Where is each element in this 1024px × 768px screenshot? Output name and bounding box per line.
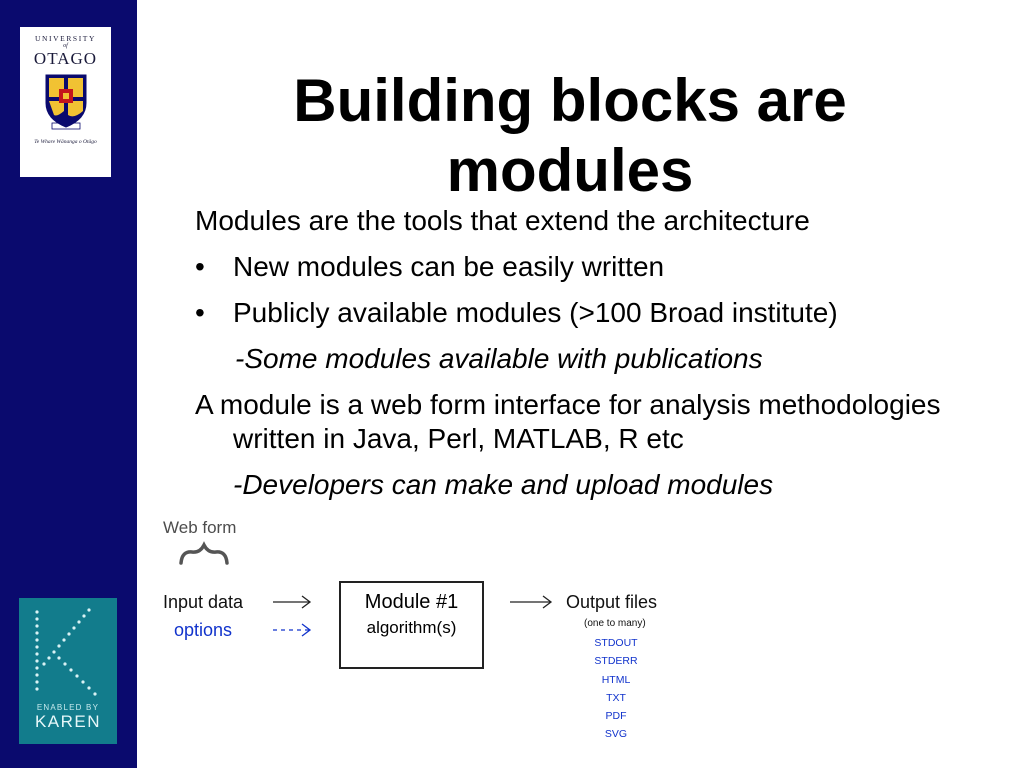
web-form-brace-icon: [178, 541, 230, 567]
output-item: SVG: [604, 728, 628, 741]
bullet-text: Publicly available modules (>100 Broad institute): [233, 297, 838, 328]
module-subtitle: algorithm(s): [366, 618, 457, 637]
slide-title: Building blocks are modules: [293, 67, 847, 204]
output-item: PDF: [605, 710, 627, 723]
otago-logo-line1: UNIVERSITY: [35, 34, 96, 43]
input-data-label: Input data: [163, 592, 244, 612]
output-files-subtitle: (one to many): [584, 618, 646, 629]
slide-body: [195, 204, 985, 514]
output-item: STDERR: [594, 655, 638, 668]
output-item: STDOUT: [594, 637, 638, 649]
web-form-label: Web form: [163, 518, 237, 537]
otago-motto: Te Whare Wānanga o Otāgo: [34, 139, 97, 145]
otago-logo: [20, 27, 111, 177]
otago-logo-line2: of: [63, 43, 68, 49]
body-paragraph: A module is a web form interface for analysis methodologies written in Java, Perl, MATLAB, R etc: [195, 389, 941, 454]
karen-logo: [19, 598, 117, 744]
bullet-marker: •: [195, 251, 205, 282]
sub-point: -Developers can make and upload modules: [233, 469, 774, 500]
karen-enabled-by: ENABLED BY: [36, 703, 100, 712]
bullet-marker: •: [195, 297, 205, 328]
output-arrow-icon: [509, 594, 553, 610]
output-item: TXT: [606, 691, 626, 704]
bullet-item: [195, 250, 985, 284]
options-dashed-arrow-icon: [272, 622, 312, 638]
bullet-item: [195, 296, 985, 330]
input-arrow-icon: [272, 594, 312, 610]
module-title: Module #1: [364, 591, 459, 613]
module-box: [339, 581, 484, 669]
otago-crest-icon: [44, 73, 88, 131]
bullet-text: New modules can be easily written: [233, 251, 665, 282]
sub-point: -Some modules available with publications: [235, 343, 763, 374]
body-paragraph: Modules are the tools that extend the architecture: [195, 205, 810, 236]
options-label: options: [174, 620, 233, 640]
otago-logo-line3: OTAGO: [33, 49, 98, 68]
karen-name: KAREN: [34, 712, 102, 731]
output-list: [591, 634, 641, 744]
output-item: HTML: [601, 673, 631, 686]
sidebar: [0, 0, 137, 768]
output-files-label: Output files: [566, 592, 658, 612]
